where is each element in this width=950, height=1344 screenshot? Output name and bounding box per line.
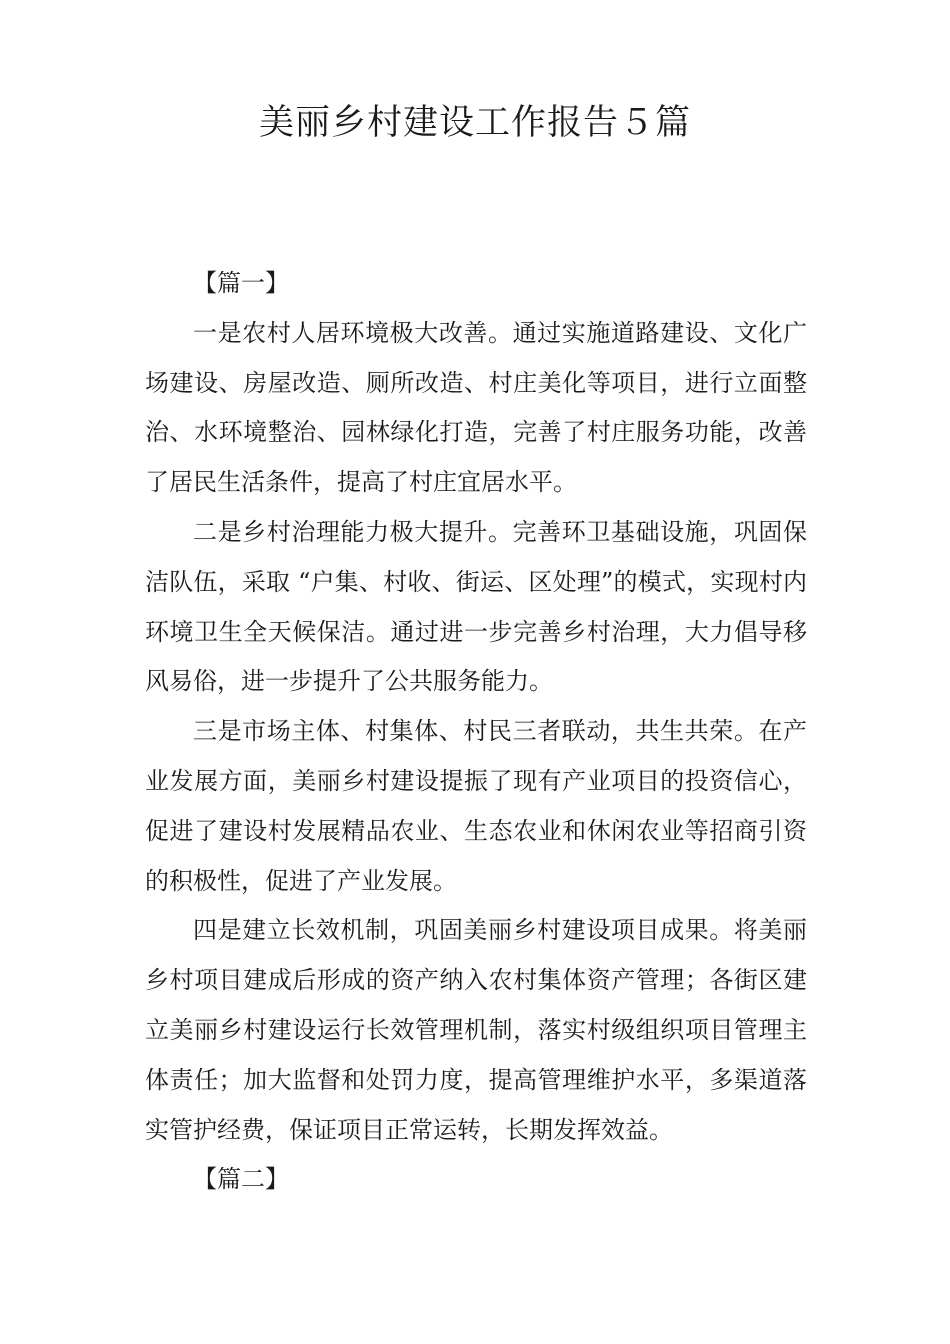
paragraph: 一是农村人居环境极大改善。通过实施道路建设、文化广场建设、房屋改造、厕所改造、村庄美化等项目，进行立面整治、水环境整治、园林绿化打造，完善了村庄服务功能，改善了居民生活条件，提高了村庄宜居水平。 (145, 318, 807, 497)
section-heading: 【篇一】 (193, 269, 289, 297)
document-body (145, 259, 807, 1205)
paragraph: 二是乡村治理能力极大提升。完善环卫基础设施，巩固保洁队伍，采取 “户集、村收、街运、区处理”的模式，实现村内环境卫生全天候保洁。通过进一步完善乡村治理，大力倡导移风易俗，进一步提升了公共服务能力。 (145, 517, 807, 696)
paragraph: 三是市场主体、村集体、村民三者联动，共生共荣。在产业发展方面，美丽乡村建设提振了现有产业项目的投资信心，促进了建设村发展精品农业、生态农业和休闲农业等招商引资的积极性，促进了产业发展。 (145, 717, 807, 895)
section-heading: 【篇二】 (193, 1165, 289, 1194)
section-1 (145, 259, 807, 1155)
paragraph: 四是建立长效机制，巩固美丽乡村建设项目成果。将美丽乡村项目建成后形成的资产纳入农村集体资产管理；各街区建立美丽乡村建设运行长效管理机制，落实村级组织项目管理主体责任；加大监督和处罚力度，提高管理维护水平，多渠道落实管护经费，保证项目正常运转，长期发挥效益。 (145, 916, 807, 1144)
document-title: 美丽乡村建设工作报告５篇 (258, 103, 691, 143)
section-2 (145, 1155, 807, 1205)
